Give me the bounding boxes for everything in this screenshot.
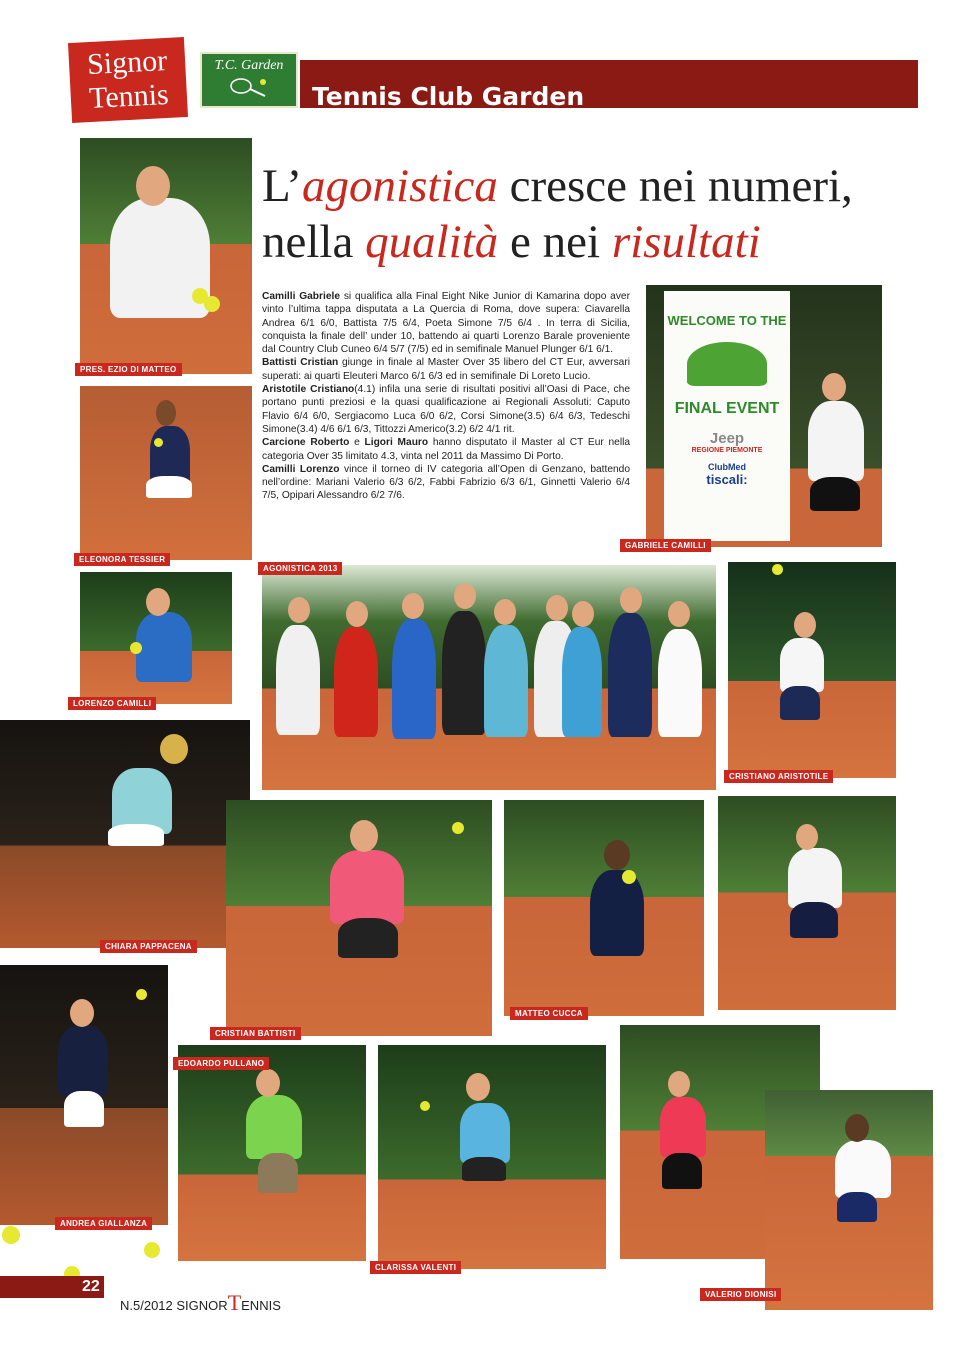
headline-em-2: qualità	[365, 216, 499, 268]
banner-welcome: WELCOME TO THE	[667, 313, 787, 328]
article-text: hanno disputato il Master al CT Eur nella categoria Over 35 limitato 4.3, vinta nel 2011 da Massimo Di Porto.	[262, 437, 631, 462]
caption-chiara: CHIARA PAPPACENA	[100, 940, 197, 953]
photo-andrea	[0, 965, 168, 1225]
article-text: (4.1) infila una serie di risultati positivi all’Oasi di Pace, che portano punti preziosi e la quasi qualificazione ai Regionali Assoluti: Caputo Flavio 6/4 6/0, Sergiacomo Luca 6/0 6/2, Corsi Simone(3.5) 6/4 6/3, Tedeschi Simone(3.4) 4/6 6/1 6/3, Tittozzi Americo(3.2) 6/2 4/1 rit.	[262, 384, 630, 435]
magazine-name-T: T	[227, 1290, 242, 1315]
logo-line-1: Signor	[86, 43, 168, 82]
photo-group	[262, 565, 716, 790]
club-logo	[200, 52, 298, 108]
caption-ezio: PRES. EZIO DI MATTEO	[75, 363, 182, 376]
logo-line-2: Tennis	[88, 77, 170, 116]
tennis-ball-icon	[2, 1226, 20, 1244]
headline-part-3: e nei	[498, 216, 612, 268]
headline-em-1: agonistica	[302, 160, 498, 212]
caption-valerio: VALERIO DIONISI	[700, 1288, 781, 1301]
caption-lorenzo: LORENZO CAMILLI	[68, 697, 156, 710]
event-banner	[664, 291, 790, 541]
article-text: giunge in finale al Master Over 35 libero del CT Eur, avversari superati: ai quarti Eleuteri Marco 6/1 6/3 ed in semifinale Di Loreto Lucio.	[262, 357, 630, 382]
section-title: Tennis Club Garden	[312, 82, 585, 111]
photo-clarissa	[378, 1045, 606, 1269]
caption-agonistica: AGONISTICA 2013	[258, 562, 342, 575]
photo-chiara	[0, 720, 250, 948]
magazine-name-1: SIGNOR	[176, 1298, 228, 1313]
sponsor-regione: REGIONE PIEMONTE	[691, 447, 763, 454]
article-body	[262, 290, 630, 503]
headline	[262, 158, 902, 270]
caption-cristiano: CRISTIANO ARISTOTILE	[724, 770, 833, 783]
photo-matteo	[504, 800, 704, 1016]
tennis-ball-icon	[144, 1242, 160, 1258]
headline-part-1: L’	[262, 160, 303, 212]
photo-cristiano	[728, 562, 896, 778]
photo-cristian	[226, 800, 492, 1036]
headline-part-2: cresce nei numeri, nella	[262, 160, 853, 268]
banner-final-event: FINAL EVENT	[674, 400, 780, 417]
racket-icon	[219, 74, 279, 100]
signor-tennis-logo	[68, 37, 188, 123]
photo-gabriele	[646, 285, 882, 547]
footer-issue	[120, 1290, 281, 1316]
caption-cristian: CRISTIAN BATTISTI	[210, 1027, 301, 1040]
magazine-name-2: ENNIS	[241, 1298, 281, 1313]
article-text: vince il torneo di IV categoria all’Open di Genzano, battendo nell’ordine: Mariani Valerio 6/3 6/2, Fabbi Fabrizio 6/3 6/1, Ginnetti Valerio 6/4 7/5, Opipari Alessandro 6/2 7/6.	[262, 463, 630, 502]
photo-player-right	[718, 796, 896, 1010]
page-number: 22	[82, 1278, 100, 1295]
player-name: Ligori Mauro	[364, 437, 429, 449]
club-logo-text: T.C. Garden	[214, 58, 284, 73]
photo-lorenzo	[80, 572, 232, 704]
caption-eleonora: ELEONORA TESSIER	[74, 553, 170, 566]
player-name: Camilli Gabriele	[262, 291, 340, 302]
caption-edoardo: EDOARDO PULLANO	[173, 1057, 269, 1070]
sponsor-tiscali: tiscali:	[706, 472, 748, 487]
caption-matteo: MATTEO CUCCA	[510, 1007, 588, 1020]
issue-number: N.5/2012	[120, 1298, 173, 1313]
caption-gabriele: GABRIELE CAMILLI	[620, 539, 711, 552]
sponsor-jeep: Jeep	[709, 430, 745, 447]
player-name: Carcione Roberto	[262, 437, 350, 449]
player-name: Aristotile Cristiano	[262, 384, 355, 396]
photo-ezio	[80, 138, 252, 374]
player-name: Camilli Lorenzo	[262, 463, 340, 475]
headline-em-3: risultati	[611, 216, 761, 268]
sponsor-clubmed: ClubMed	[708, 462, 746, 472]
caption-clarissa: CLARISSA VALENTI	[370, 1261, 461, 1274]
photo-valerio	[765, 1090, 933, 1310]
article-text: e	[349, 437, 365, 449]
caption-andrea: ANDREA GIALLANZA	[55, 1217, 152, 1230]
photo-edoardo	[178, 1045, 366, 1261]
article-text: si qualifica alla Final Eight Nike Junior di Kamarina dopo aver vinto l’ultima tappa disputata a La Quercia di Roma, dove supera: Ciavarella Andrea 6/1 6/0, Battista 7/5 6/4, Poeta Simone 7/5 6/4 . In terra di Sicilia, conquista la finale dell’ under 10, battendo ai quarti Lorenzo Barale proveniente dal Country Club Cuneo 6/4 5/7 (7/5) ed in semifinale Manuel Plunger 6/1 6/1.	[262, 291, 630, 356]
player-name: Battisti Cristian	[262, 357, 339, 369]
photo-eleonora	[80, 386, 252, 560]
njt-logo	[687, 342, 767, 386]
